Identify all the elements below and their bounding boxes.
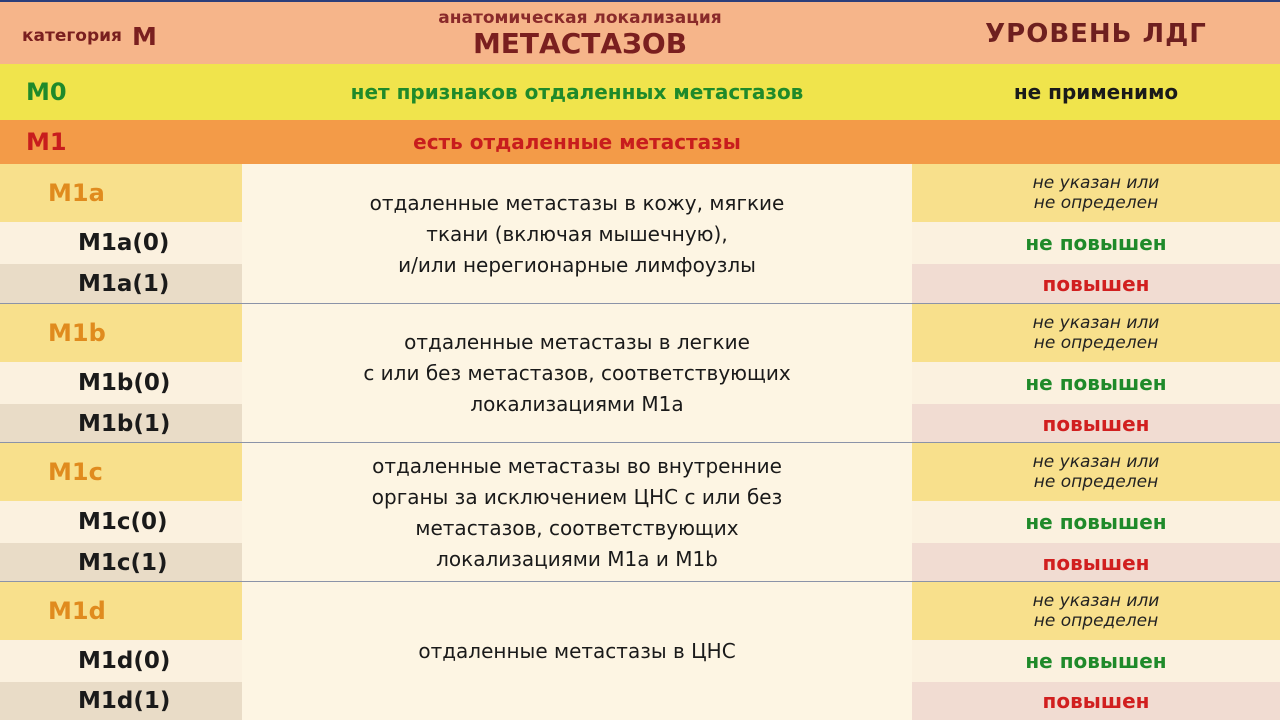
m0-description: нет признаков отдаленных метастазов: [350, 80, 804, 104]
ldg-elevated: повышен: [912, 264, 1280, 304]
ldg-not-elevated: не повышен: [912, 222, 1280, 264]
ldg-elevated: повышен: [912, 404, 1280, 443]
subcategory-code: М1a: [0, 164, 242, 222]
header-category-letter: М: [131, 21, 157, 51]
ldg-not-specified-line: не определен: [1033, 611, 1159, 631]
ldg-not-specified-line: не определен: [1033, 193, 1159, 213]
subcategory-code-ldg-normal: М1c(0): [0, 501, 242, 543]
subcategory-code-ldg-normal: М1a(0): [0, 222, 242, 264]
subcategory-code: М1b: [0, 304, 242, 362]
description-line: отдаленные метастазы в легкие: [404, 330, 750, 354]
subcategory-code-ldg-elevated: М1d(1): [0, 682, 242, 720]
m1-description: есть отдаленные метастазы: [413, 130, 741, 154]
ldg-not-specified-line: не указан или: [1032, 452, 1160, 472]
subcategory-code-ldg-normal: М1d(0): [0, 640, 242, 682]
subcategory-code-ldg-elevated: М1b(1): [0, 404, 242, 443]
ldg-not-specified: [912, 304, 1280, 362]
header-localization-line2: МЕТАСТАЗОВ: [472, 26, 688, 60]
ldg-not-specified: [912, 443, 1280, 501]
subcategory-code: М1d: [0, 582, 242, 640]
description-line: локализациями М1a и М1b: [436, 546, 718, 571]
header-ldg-level: УРОВЕНЬ ЛДГ: [985, 19, 1207, 49]
subcategory-code-ldg-normal: М1b(0): [0, 362, 242, 404]
header-category-label: категория: [22, 26, 122, 46]
subcategory-description: [242, 443, 912, 582]
description-line: с или без метастазов, соответствующих: [363, 361, 791, 385]
subcategory-description: [242, 164, 912, 304]
header-category: [22, 16, 157, 56]
description-line: отдаленные метастазы в кожу, мягкие: [369, 190, 785, 215]
ldg-not-elevated: не повышен: [912, 640, 1280, 682]
ldg-elevated: повышен: [912, 682, 1280, 720]
description-line: локализациями М1a: [470, 392, 684, 416]
subcategory-description: [242, 304, 912, 443]
description-line: органы за исключением ЦНС с или без: [371, 484, 783, 509]
header-localization-line1: анатомическая локализация: [438, 8, 722, 28]
ldg-elevated: повышен: [912, 543, 1280, 582]
ldg-not-elevated: не повышен: [912, 362, 1280, 404]
ldg-not-specified-line: не указан или: [1032, 313, 1160, 333]
ldg-not-specified: [912, 164, 1280, 222]
ldg-not-specified-line: не указан или: [1032, 591, 1160, 611]
description-line: метастазов, соответствующих: [415, 515, 739, 540]
description-line: отдаленные метастазы в ЦНС: [418, 638, 736, 663]
subcategory-code-ldg-elevated: М1a(1): [0, 264, 242, 304]
subcategory-code: М1c: [0, 443, 242, 501]
ldg-not-specified-line: не определен: [1033, 333, 1159, 353]
description-line: отдаленные метастазы во внутренние: [372, 453, 782, 478]
ldg-not-specified-line: не определен: [1033, 472, 1159, 492]
subcategory-description: [242, 582, 912, 720]
m0-code: М0: [26, 78, 67, 106]
ldg-not-specified-line: не указан или: [1032, 173, 1160, 193]
description-line: и/или нерегионарные лимфоузлы: [398, 252, 756, 277]
m0-ldg: не применимо: [1013, 80, 1179, 104]
subcategory-code-ldg-elevated: М1c(1): [0, 543, 242, 582]
ldg-not-specified: [912, 582, 1280, 640]
ldg-not-elevated: не повышен: [912, 501, 1280, 543]
m1-code: М1: [26, 128, 67, 156]
description-line: ткани (включая мышечную),: [426, 221, 728, 246]
